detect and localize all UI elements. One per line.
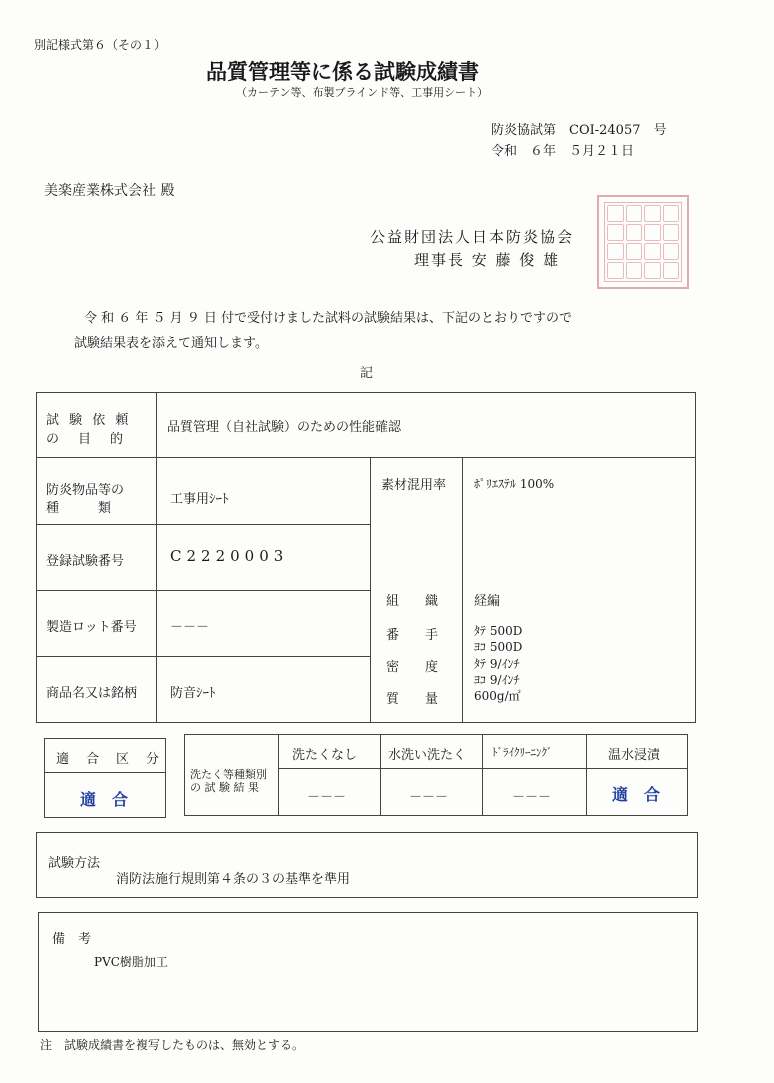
registration-value: C2220003 (170, 547, 289, 565)
yarn-count-weft: ﾖｺ 500D (474, 640, 523, 654)
material-value: ﾎﾟﾘｴｽﾃﾙ 100% (474, 477, 555, 491)
density-label: 密 度 (386, 660, 439, 675)
document-title: 品質管理等に係る試験成績書 (206, 59, 479, 84)
lot-number-label: 製造ロット番号 (46, 620, 137, 635)
wash-row-label-2: の 試 験 結 果 (190, 781, 259, 794)
yarn-count-label: 番 手 (386, 628, 439, 643)
footnote: 注 試験成績書を複写したものは、無効とする。 (40, 1038, 305, 1052)
purpose-label-2: の 目 的 (46, 432, 127, 447)
item-type-value: 工事用ｼｰﾄ (170, 492, 229, 507)
mass-value: 600g/㎡ (474, 689, 521, 703)
recipient: 美楽産業株式会社 殿 (44, 183, 175, 199)
remarks-value: PVC樹脂加工 (94, 955, 168, 969)
item-type-label-2: 種 類 (46, 501, 112, 516)
reference-number: 防炎協試第 COI-24057 号 (491, 123, 667, 138)
official-seal (597, 195, 689, 289)
mass-label: 質 量 (386, 692, 439, 707)
issue-date: 令和 ６年 ５月２１日 (491, 144, 635, 159)
issuer-organization: 公益財団法人日本防炎協会 (370, 228, 575, 246)
wash-value-none: －－－ (307, 790, 347, 805)
main-table (36, 392, 696, 723)
yarn-count-warp: ﾀﾃ 500D (474, 624, 523, 638)
material-label: 素材混用率 (381, 478, 447, 493)
wash-header-water: 水洗い洗たく (388, 748, 467, 763)
body-text-line-1: 令 和 ６ 年 ５ 月 ９ 日 付で受付けました試料の試験結果は、下記のとおりですので (84, 311, 573, 326)
wash-header-none: 洗たくなし (292, 748, 358, 763)
test-method-box (36, 832, 698, 898)
conformity-value: 適 合 (80, 790, 129, 809)
product-name-value: 防音ｼｰﾄ (170, 686, 216, 701)
remarks-label: 備 考 (52, 932, 92, 947)
wash-value-water: －－－ (409, 790, 449, 805)
weave-label: 組 織 (386, 594, 439, 609)
test-method-label: 試験方法 (48, 856, 101, 871)
wash-value-hot-water: 適 合 (612, 785, 661, 804)
product-name-label: 商品名又は銘柄 (46, 686, 138, 701)
weave-value: 経編 (474, 594, 501, 609)
registration-label: 登録試験番号 (46, 554, 125, 569)
purpose-value: 品質管理（自社試験）のための性能確認 (167, 420, 402, 435)
form-number: 別記様式第６（その１） (34, 38, 167, 52)
ki-heading: 記 (360, 366, 374, 381)
item-type-label: 防炎物品等の (46, 483, 125, 498)
wash-header-hot-water: 温水浸漬 (608, 748, 661, 763)
remarks-box (38, 912, 698, 1032)
wash-row-label: 洗たく等種類別 (190, 768, 267, 781)
issuer-person: 理事長 安 藤 俊 雄 (414, 251, 561, 269)
density-warp: ﾀﾃ 9/ｲﾝﾁ (474, 657, 520, 671)
conformity-label: 適 合 区 分 (56, 752, 162, 767)
test-method-value: 消防法施行規則第４条の３の基準を準用 (116, 872, 351, 887)
lot-number-value: －－－ (170, 620, 210, 635)
density-weft: ﾖｺ 9/ｲﾝﾁ (474, 673, 520, 687)
body-text-line-2: 試験結果表を添えて通知します。 (74, 336, 268, 351)
document-subtitle: （カーテン等、布製ブラインド等、工事用シート） (236, 86, 489, 99)
wash-value-dry: －－－ (512, 790, 552, 805)
purpose-label: 試 験 依 頼 (46, 413, 132, 428)
wash-header-dry: ﾄﾞﾗｲｸﾘｰﾆﾝｸﾞ (492, 746, 553, 759)
